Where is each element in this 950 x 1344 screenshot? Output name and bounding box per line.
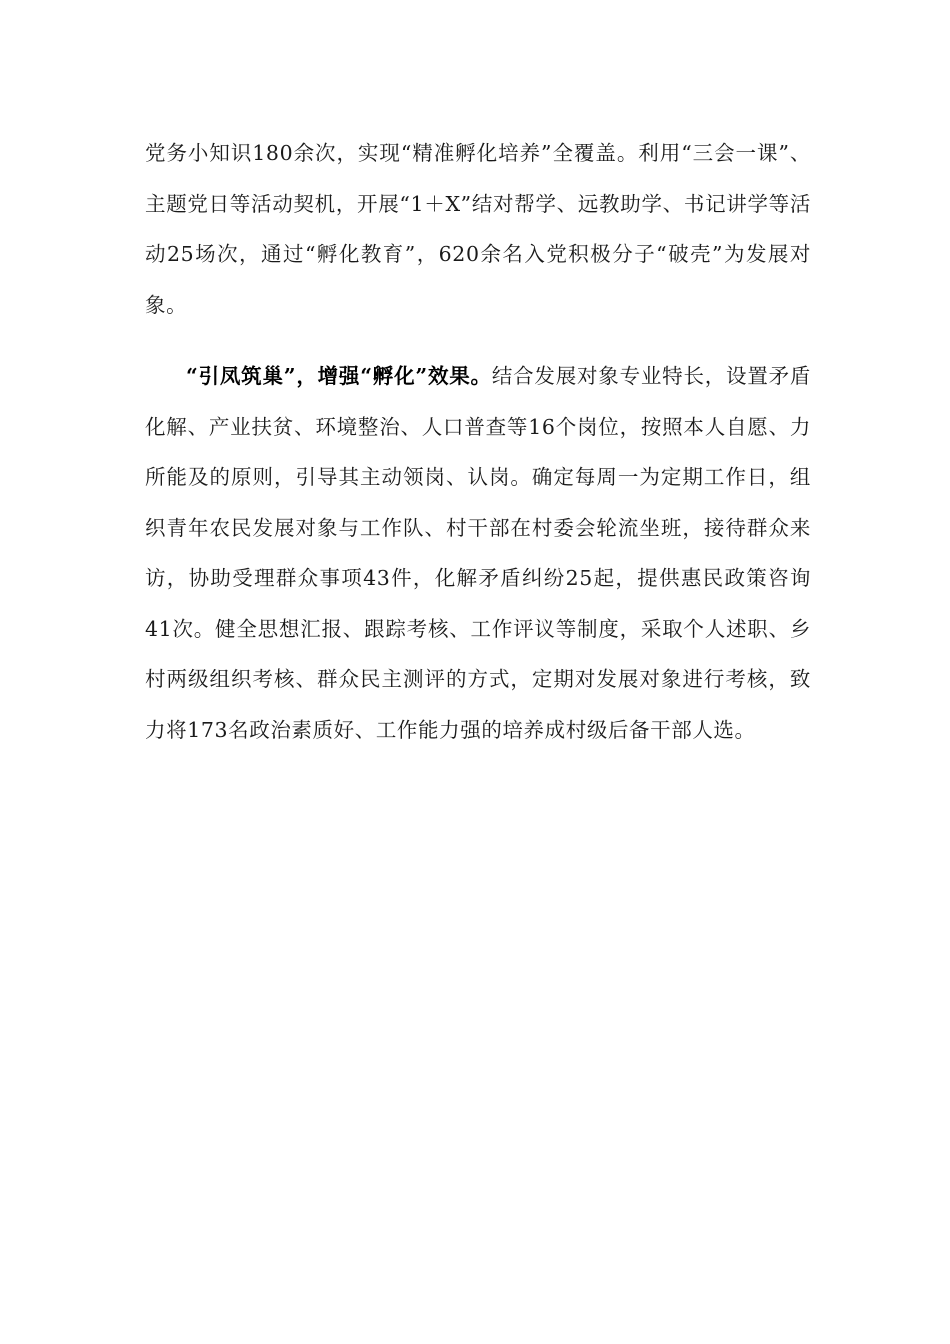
- paragraph-continuation: 党务小知识180余次，实现“精准孵化培养”全覆盖。利用“三会一课”、主题党日等活动契机，开展“1＋X”结对帮学、远教助学、书记讲学等活动25场次，通过“孵化教育”，620余名入党积极分子“破壳”为发展对象。: [145, 141, 811, 317]
- paragraph-section: [145, 351, 811, 755]
- section-heading: “引凤筑巢”，增强“孵化”效果。: [186, 364, 492, 388]
- section-body: 结合发展对象专业特长，设置矛盾化解、产业扶贫、环境整治、人口普查等16个岗位，按照本人自愿、力所能及的原则，引导其主动领岗、认岗。确定每周一为定期工作日，组织青年农民发展对象与工作队、村干部在村委会轮流坐班，接待群众来访，协助受理群众事项43件，化解矛盾纠纷25起，提供惠民政策咨询41次。健全思想汇报、跟踪考核、工作评议等制度，采取个人述职、乡村两级组织考核、群众民主测评的方式，定期对发展对象进行考核，致力将173名政治素质好、工作能力强的培养成村级后备干部人选。: [145, 364, 812, 742]
